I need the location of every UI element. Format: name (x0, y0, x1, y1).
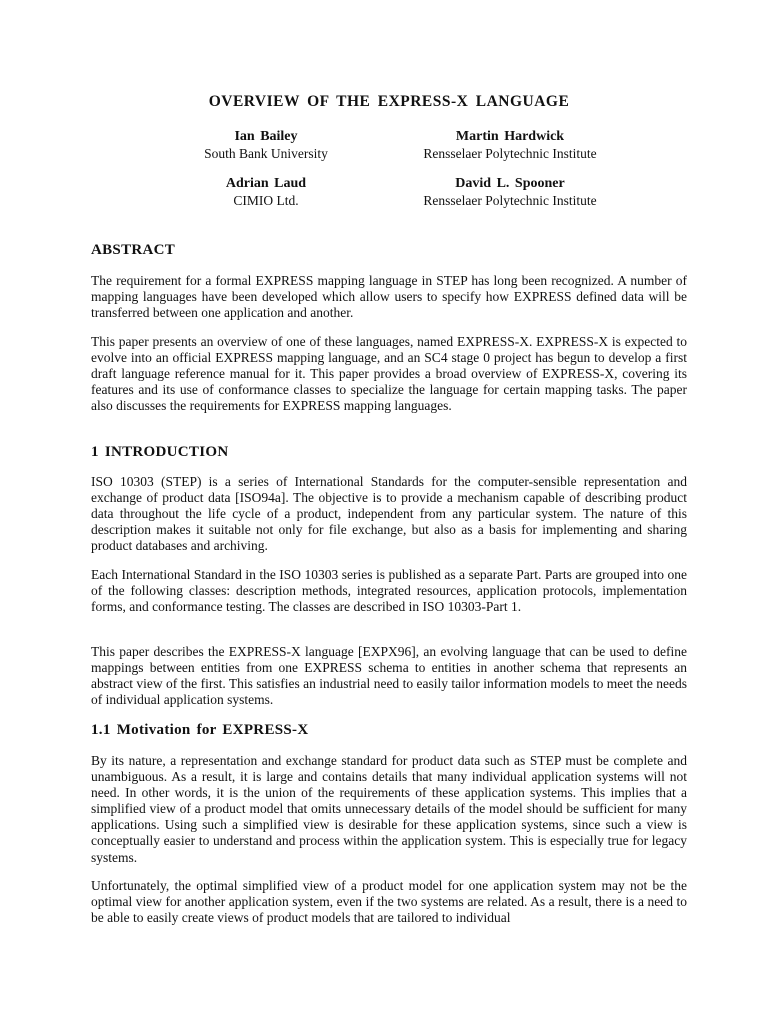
introduction-heading: 1 INTRODUCTION (91, 444, 229, 460)
author-name: David L. Spooner (455, 176, 565, 191)
abstract-paragraph: This paper presents an overview of one of these languages, named EXPRESS-X. EXPRESS-X is expected to evolve into an official EXPRESS mapping language, and an SC4 stage 0 project has begun to develop a first draft language reference manual for it. This paper provides a broad overview of EXPRESS-X, covering its features and its use of conformance classes to specialize the language for certain mapping tasks. The paper also discusses the requirements for EXPRESS mapping languages. (91, 334, 687, 414)
author-affiliation: Rensselaer Polytechnic Institute (423, 146, 597, 161)
paper-title: OVERVIEW OF THE EXPRESS-X LANGUAGE (208, 93, 570, 110)
introduction-paragraph: Each International Standard in the ISO 10303 series is published as a separate Part. Parts are grouped into one of the following classes: description methods, integrated resources, application protocols, implementation forms, and conformance testing. The classes are described in ISO 10303-Part 1. (91, 567, 687, 615)
abstract-paragraph: The requirement for a formal EXPRESS mapping language in STEP has long been recognized. A number of mapping languages have been developed which allow users to specify how EXPRESS defined data will be transferred between one application and another. (91, 273, 687, 321)
author-block (360, 128, 660, 162)
motivation-heading: 1.1 Motivation for EXPRESS-X (91, 722, 309, 738)
motivation-paragraph: By its nature, a representation and exchange standard for product data such as STEP must be complete and unambiguous. As a result, it is large and contains details that many individual application systems will not need. In other words, it is the union of the requirements of these application systems. This implies that a simplified view of a product model that omits unnecessary details of the model should be sufficient for many applications. Using such a simplified view is desirable for these application systems, since such a view is conceptually easier to understand and process within the application system. This is especially true for legacy systems. (91, 753, 687, 865)
author-name: Martin Hardwick (455, 129, 565, 144)
introduction-paragraph: This paper describes the EXPRESS-X language [EXPX96], an evolving language that can be used to define mappings between entities from one EXPRESS schema to entities in another schema that represents an abstract view of the first. This satisfies an industrial need to easily tailor information models to meet the needs of individual application systems. (91, 644, 687, 708)
author-name: Adrian Laud (225, 176, 307, 191)
introduction-paragraph: ISO 10303 (STEP) is a series of International Standards for the computer-sensible representation and exchange of product data [ISO94a]. The objective is to provide a mechanism capable of describing product data throughout the life cycle of a product, independent from any particular system. The nature of this description makes it suitable not only for file exchange, but also as a basis for implementing and sharing product databases and archiving. (91, 474, 687, 554)
abstract-heading: ABSTRACT (91, 242, 176, 258)
author-affiliation: South Bank University (204, 146, 328, 161)
author-affiliation: Rensselaer Polytechnic Institute (423, 193, 597, 208)
motivation-paragraph: Unfortunately, the optimal simplified view of a product model for one application system may not be the optimal view for another application system, even if the two systems are related. As a result, there is a need to be able to easily create views of product models that are tailored to individual (91, 878, 687, 926)
author-name: Ian Bailey (234, 129, 298, 144)
author-affiliation: CIMIO Ltd. (233, 193, 299, 208)
author-block (360, 175, 660, 209)
